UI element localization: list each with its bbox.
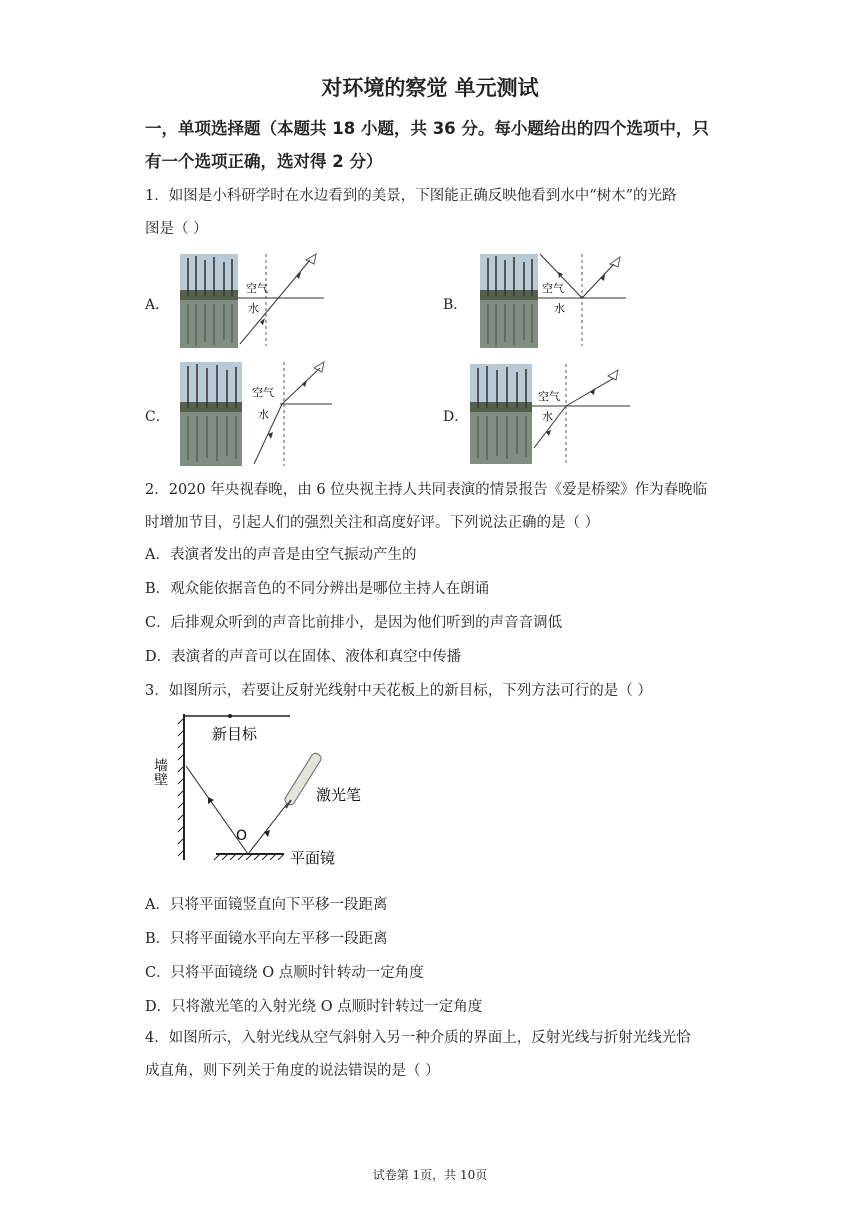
eye-icon (314, 362, 324, 372)
svg-text:水: 水 (248, 302, 259, 315)
laser-label: 激光笔 (316, 786, 362, 804)
question-1-stem (145, 180, 725, 246)
tree-photo-icon (480, 254, 538, 348)
page-footer: 试卷第 1页，共 10页 (372, 1168, 488, 1182)
svg-text:空气: 空气 (542, 282, 564, 295)
section-heading-line1: 一，单项选择题（本题共 18 小题，共 36 分。每小题给出的四个选项中，只 (145, 119, 709, 138)
svg-text:水: 水 (542, 410, 553, 423)
question-2-stem (145, 474, 725, 540)
q1-option-d-tree-photo (470, 364, 532, 464)
q1-option-c-tree-photo (180, 362, 242, 466)
section-heading-line2: 有一个选项正确，选对得 2 分） (145, 152, 383, 171)
q3-mirror-diagram (150, 708, 380, 878)
target-point (228, 714, 232, 718)
eye-icon (610, 257, 620, 267)
tree-photo-icon (470, 364, 532, 464)
question-1-line2: 图是（ ） (145, 221, 208, 237)
wall-label: 墙壁 (152, 758, 168, 786)
q1-option-a-label: A． (145, 297, 170, 313)
q1-option-b-diagram (538, 252, 628, 348)
q1-option-d-diagram (532, 362, 632, 466)
question-1-line1: 1．如图是小科研学时在水边看到的美景，下图能正确反映他看到水中“树木”的光路 (145, 188, 677, 204)
q3-option-a: A．只将平面镜竖直向下平移一段距离 (145, 897, 388, 913)
q1-option-b-tree-photo (480, 254, 538, 348)
tree-photo-icon (180, 362, 242, 466)
svg-text:水: 水 (258, 408, 269, 421)
q2-option-d: D．表演者的声音可以在固体、液体和真空中传播 (145, 649, 462, 665)
q2-option-b: B．观众能依据音色的不同分辨出是哪位主持人在朗诵 (145, 581, 490, 597)
page-title: 对环境的察觉 单元测试 (321, 76, 539, 100)
mirror-label: 平面镜 (290, 849, 336, 867)
question-4-stem (145, 1022, 725, 1088)
target-label: 新目标 (212, 725, 258, 743)
q2-option-a: A．表演者发出的声音是由空气振动产生的 (145, 547, 417, 563)
section-heading (145, 112, 725, 178)
q1-option-a-diagram (238, 252, 328, 348)
q3-option-b: B．只将平面镜水平向左平移一段距离 (145, 931, 388, 947)
q1-option-d-label: D． (443, 409, 469, 425)
q3-option-c: C．只将平面镜绕 O 点顺时针转动一定角度 (145, 965, 424, 981)
q3-option-d: D．只将激光笔的入射光绕 O 点顺时针转过一定角度 (145, 999, 483, 1015)
question-2-line1: 2．2020 年央视春晚，由 6 位央视主持人共同表演的情景报告《爱是桥梁》作为春晚临 (145, 482, 708, 498)
question-2-line2: 时增加节目，引起人们的强烈关注和高度好评。下列说法正确的是（ ） (145, 515, 600, 531)
question-4-line1: 4．如图所示，入射光线从空气斜射入另一种介质的界面上，反射光线与折射光线光恰 (145, 1030, 691, 1046)
q2-option-c: C．后排观众听到的声音比前排小，是因为他们听到的声音音调低 (145, 615, 563, 631)
q1-option-c-diagram (244, 360, 334, 468)
q1-option-b-label: B． (443, 297, 468, 313)
svg-text:空气: 空气 (246, 282, 268, 295)
eye-icon (608, 370, 618, 380)
q1-option-a-tree-photo (180, 254, 238, 348)
svg-text:空气: 空气 (252, 386, 274, 399)
question-3-stem: 3．如图所示，若要让反射光线射中天花板上的新目标，下列方法可行的是（ ） (145, 683, 652, 699)
point-o-label: O (236, 828, 248, 844)
svg-text:空气: 空气 (538, 390, 560, 403)
q1-option-c-label: C． (145, 409, 170, 425)
svg-text:水: 水 (554, 302, 565, 315)
question-4-line2: 成直角，则下列关于角度的说法错误的是（ ） (145, 1063, 440, 1079)
tree-photo-icon (180, 254, 238, 348)
